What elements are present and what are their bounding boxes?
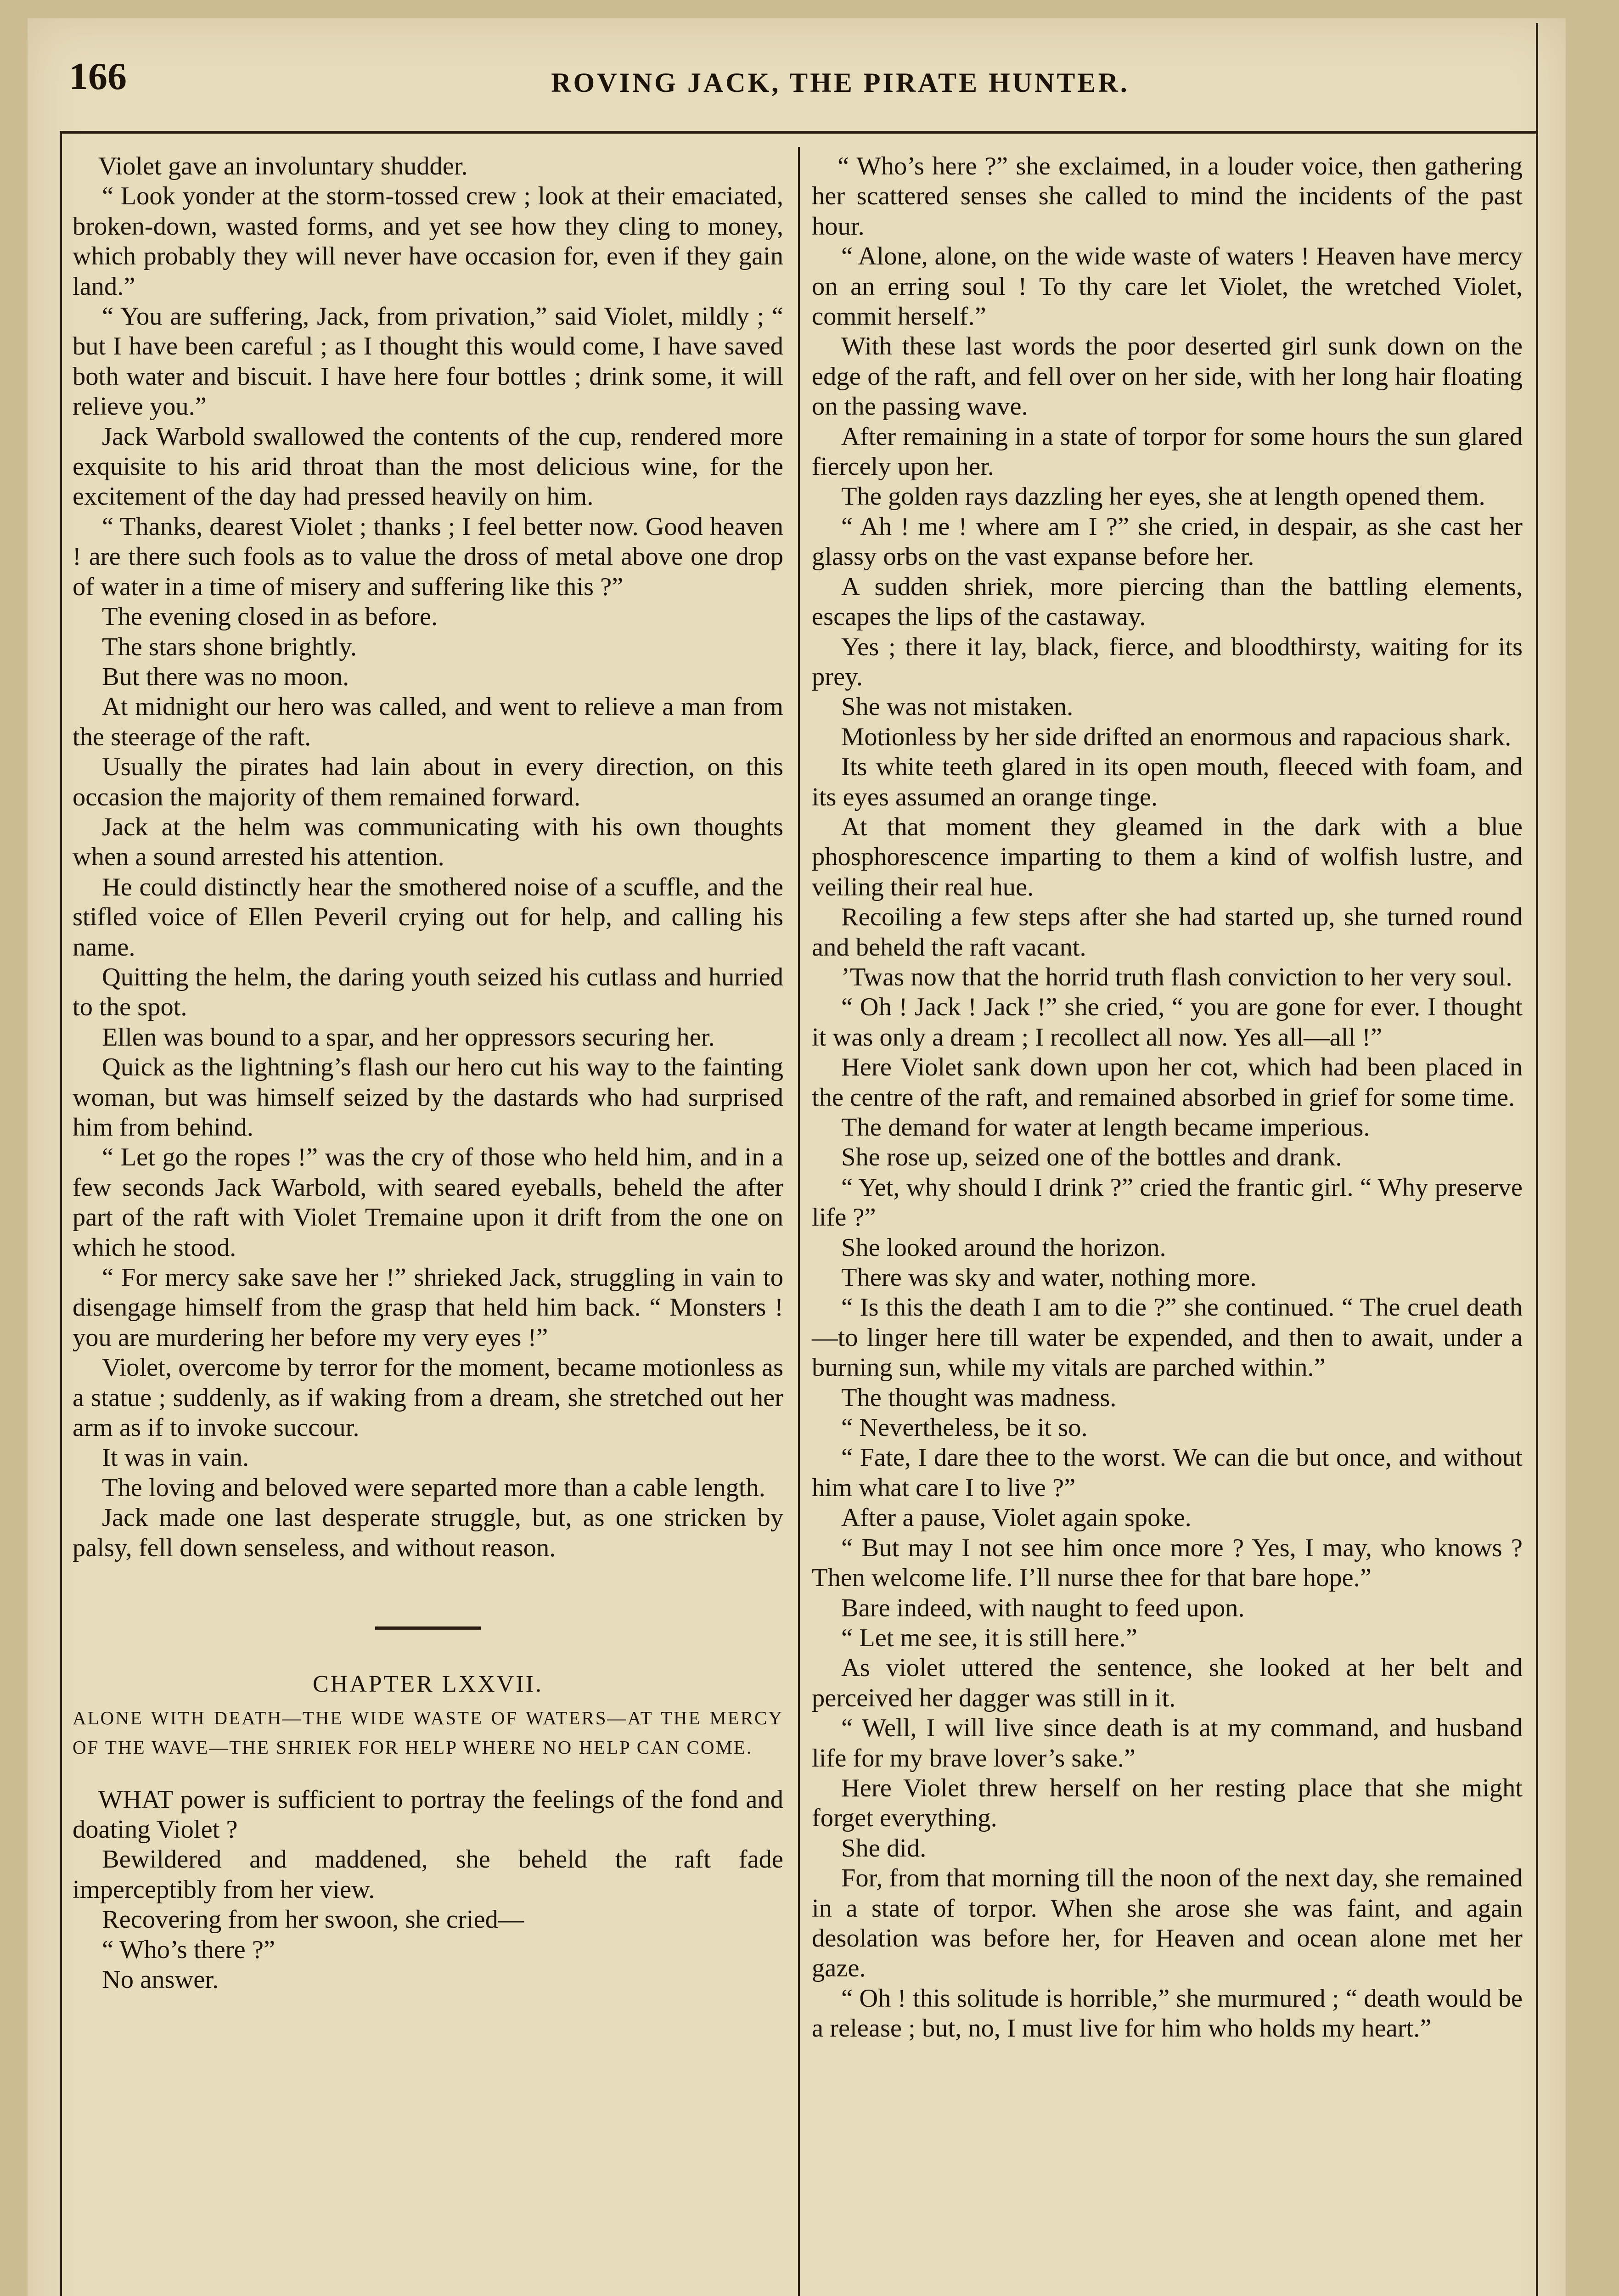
paragraph: She did. [841, 1834, 927, 1863]
paragraph: “ Who’s there ?” [102, 1935, 275, 1964]
paragraph: It was in vain. [102, 1443, 249, 1472]
paragraph: She was not mistaken. [841, 692, 1074, 721]
right-border-rule [1536, 23, 1538, 2296]
running-title: ROVING JACK, THE PIRATE HUNTER. [551, 68, 1130, 98]
paragraph: Jack at the helm was communicating with his own thoughts when a sound arrested his attention. [73, 812, 783, 872]
paragraph: “ Ah ! me ! where am I ?” she cried, in despair, as she cast her glassy orbs on the vast expanse before her. [812, 512, 1523, 571]
paragraph: At midnight our hero was called, and went to relieve a man from the steerage of the raft. [73, 692, 783, 751]
paragraph: Here Violet sank down upon her cot, which had been placed in the centre of the raft, and remained absorbed in grief for some time. [812, 1053, 1523, 1112]
paragraph: Bare indeed, with naught to feed upon. [841, 1593, 1245, 1622]
paragraph: Jack made one last desperate struggle, but, as one stricken by palsy, fell down senseless, and without reason. [73, 1503, 783, 1562]
left-border-rule [60, 131, 62, 2296]
paragraph: “ Yet, why should I drink ?” cried the frantic girl. “ Why preserve life ?” [812, 1173, 1523, 1232]
chapter-summary: ALONE WITH DEATH—THE WIDE WASTE OF WATERS—AT THE MERCY OF THE WAVE—THE SHRIEK FOR HELP WHERE NO HELP CAN COME. [73, 1707, 783, 1758]
paragraph: “ Fate, I dare thee to the worst. We can die but once, and without him what care I to live ?” [812, 1443, 1523, 1502]
paragraph: The thought was madness. [841, 1383, 1117, 1412]
paragraph: She rose up, seized one of the bottles and drank. [841, 1143, 1342, 1172]
paragraph: She looked around the horizon. [841, 1233, 1166, 1262]
paragraph: “ Oh ! this solitude is horrible,” she murmured ; “ death would be a release ; but, no, I must live for him who holds my heart.” [812, 1984, 1523, 2043]
paragraph: There was sky and water, nothing more. [841, 1263, 1257, 1292]
paragraph: Jack Warbold swallowed the contents of the cup, rendered more exquisite to his arid throat than the most delicious wine, for the excitement of the day had pressed heavily on him. [73, 422, 783, 511]
paragraph: Recoiling a few steps after she had started up, she turned round and beheld the raft vacant. [812, 903, 1523, 962]
paragraph: WHAT power is sufficient to portray the feelings of the fond and doating Violet ? [73, 1785, 783, 1844]
paragraph: “ You are suffering, Jack, from privation,” said Violet, mildly ; “ but I have been careful ; as I thought this would come, I have saved both water and biscuit. I have here four bottles ; drink some, it will relieve you.” [73, 302, 783, 421]
paragraph: ’Twas now that the horrid truth flash conviction to her very soul. [841, 962, 1512, 991]
paragraph: At that moment they gleamed in the dark with a blue phosphorescence imparting to them a kind of wolfish lustre, and veiling their real hue. [812, 812, 1523, 901]
paragraph: Recovering from her swoon, she cried— [102, 1905, 524, 1934]
paragraph: No answer. [102, 1965, 219, 1994]
left-column-text [73, 152, 783, 1563]
paragraph: Ellen was bound to a spar, and her oppressors securing her. [102, 1023, 715, 1052]
paragraph: “ Nevertheless, be it so. [841, 1413, 1088, 1442]
left-column [73, 152, 783, 1995]
paragraph: Here Violet threw herself on her resting place that she might forget everything. [812, 1773, 1523, 1833]
paragraph: Quitting the helm, the daring youth seized his cutlass and hurried to the spot. [73, 962, 783, 1022]
paragraph: “ Who’s here ?” she exclaimed, in a louder voice, then gathering her scattered senses she called to mind the incidents of the past hour. [812, 152, 1523, 241]
right-column-text [812, 152, 1523, 2044]
paragraph: The evening closed in as before. [102, 602, 438, 631]
paragraph: The golden rays dazzling her eyes, she at length opened them. [841, 482, 1485, 511]
paragraph: Violet gave an involuntary shudder. [98, 152, 468, 180]
paragraph: After remaining in a state of torpor for some hours the sun glared fiercely upon her. [812, 422, 1523, 481]
column-divider [798, 147, 800, 2296]
paragraph: A sudden shriek, more piercing than the battling elements, escapes the lips of the castaway. [812, 572, 1523, 631]
paragraph: The demand for water at length became imperious. [841, 1113, 1370, 1142]
paragraph: The stars shone brightly. [102, 632, 357, 661]
paragraph: Yes ; there it lay, black, fierce, and bloodthirsty, waiting for its prey. [812, 632, 1523, 691]
header-rule [60, 131, 1538, 134]
paragraph: “ But may I not see him once more ? Yes, I may, who knows ? Then welcome life. I’ll nurse thee for that bare hope.” [812, 1533, 1523, 1593]
paragraph: “ Thanks, dearest Violet ; thanks ; I feel better now. Good heaven ! are there such fools as to value the dross of metal above one drop of water in a time of misery and suffering like this ?” [73, 512, 783, 601]
paragraph: After a pause, Violet again spoke. [841, 1503, 1192, 1532]
paragraph: “ Let me see, it is still here.” [841, 1623, 1137, 1652]
paragraph: “ Oh ! Jack ! Jack !” she cried, “ you are gone for ever. I thought it was only a dream ; I recollect all now. Yes all—all !” [812, 993, 1523, 1052]
chapter-title: CHAPTER LXXVII. [313, 1671, 543, 1698]
paragraph: “ Alone, alone, on the wide waste of waters ! Heaven have mercy on an erring soul ! To thy care let Violet, the wretched Violet, commit herself.” [812, 242, 1523, 331]
paragraph: Violet, overcome by terror for the moment, became motionless as a statue ; suddenly, as if waking from a dream, she stretched out her arm as if to invoke succour. [73, 1353, 783, 1442]
paragraph: With these last words the poor deserted girl sunk down on the edge of the raft, and fell over on her side, with her long hair floating on the passing wave. [812, 332, 1523, 421]
paragraph: Usually the pirates had lain about in every direction, on this occasion the majority of them remained forward. [73, 753, 783, 811]
paragraph: “ For mercy sake save her !” shrieked Jack, struggling in vain to disengage himself from the grasp that held him back. “ Monsters ! you are murdering her before my very eyes !” [73, 1263, 783, 1352]
paragraph: “ Let go the ropes !” was the cry of those who held him, and in a few seconds Jack Warbold, with seared eyeballs, beheld the after part of the raft with Violet Tremaine upon it drift from the one on which he stood. [73, 1143, 783, 1262]
paragraph: “ Is this the death I am to die ?” she continued. “ The cruel death—to linger here till water be expended, and then to await, under a burning sun, while my vitals are parched within.” [812, 1293, 1523, 1382]
page-number: 166 [69, 55, 127, 98]
paragraph: But there was no moon. [102, 662, 349, 691]
paragraph: Motionless by her side drifted an enormous and rapacious shark. [841, 722, 1512, 751]
chapter-opening-text [73, 1785, 783, 1995]
chapter-divider-rule [375, 1626, 481, 1630]
paragraph: Bewildered and maddened, she beheld the raft fade imperceptibly from her view. [73, 1845, 783, 1904]
paragraph: “ Look yonder at the storm-tossed crew ; look at their emaciated, broken-down, wasted forms, and yet see how they cling to money, which probably they will never have occasion for, even if they gain land.” [73, 182, 783, 301]
paragraph: As violet uttered the sentence, she looked at her belt and perceived her dagger was still in it. [812, 1654, 1523, 1712]
paragraph: Its white teeth glared in its open mouth, fleeced with foam, and its eyes assumed an orange tinge. [812, 753, 1523, 811]
paragraph: He could distinctly hear the smothered noise of a scuffle, and the stifled voice of Ellen Peveril crying out for help, and calling his name. [73, 872, 783, 962]
paragraph: Quick as the lightning’s flash our hero cut his way to the fainting woman, but was himself seized by the dastards who had surprised him from behind. [73, 1053, 783, 1142]
right-column [812, 152, 1523, 2044]
paragraph: The loving and beloved were separted more than a cable length. [102, 1473, 765, 1502]
paragraph: “ Well, I will live since death is at my command, and husband life for my brave lover’s sake.” [812, 1714, 1523, 1773]
paragraph: For, from that morning till the noon of the next day, she remained in a state of torpor. When she arose she was faint, and again desolation was before her, for Heaven and ocean alone met her gaze. [812, 1864, 1523, 1983]
